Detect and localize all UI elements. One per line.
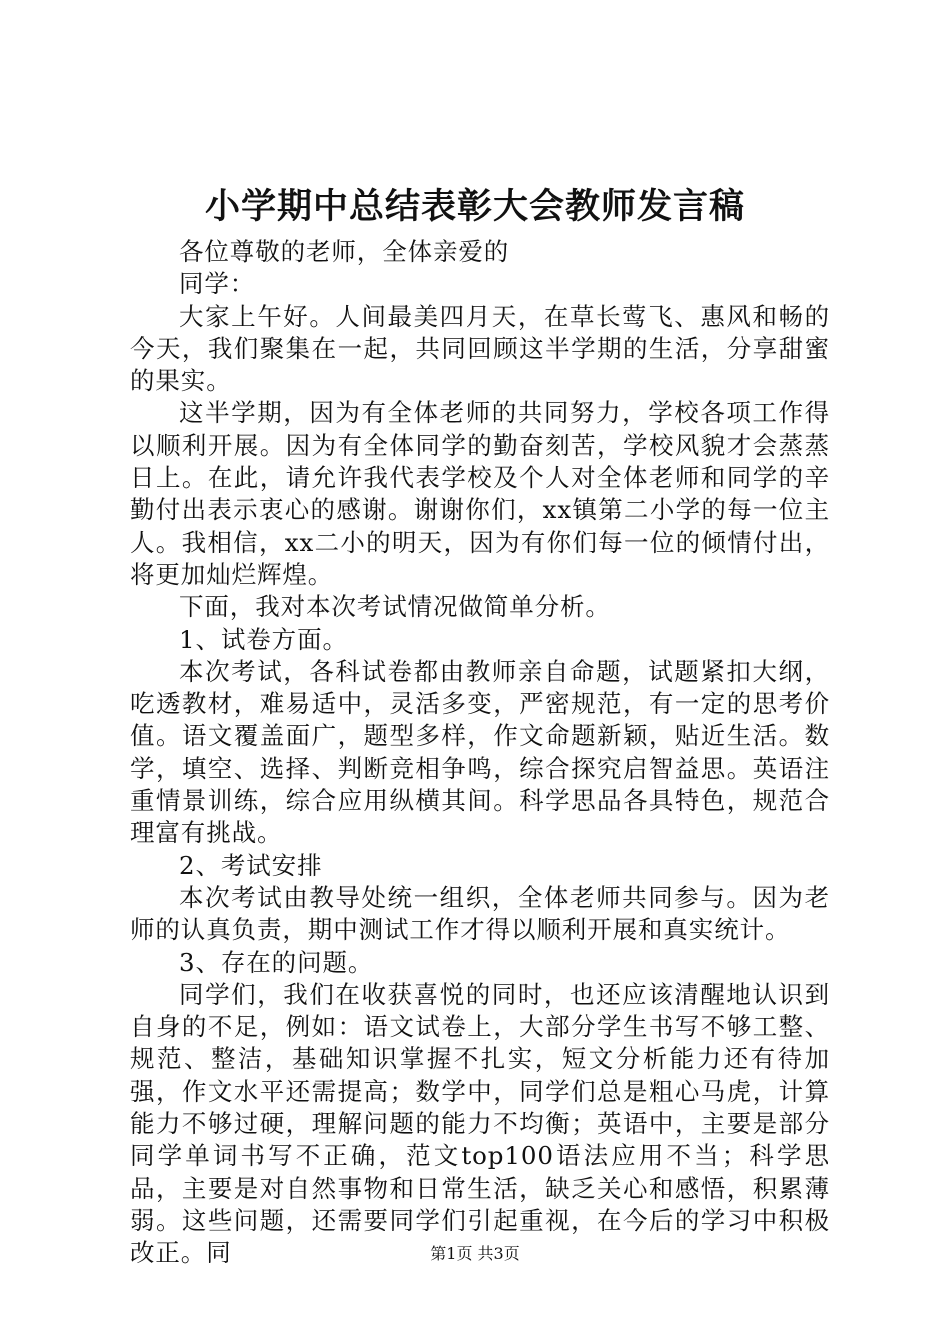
paragraph-arrangement: 本次考试由教导处统一组织，全体老师共同参与。因为老师的认真负责，期中测试工作才得以顺利开展和真实统计。 xyxy=(130,882,830,945)
paragraph-thanks: 这半学期，因为有全体老师的共同努力，学校各项工作得以顺利开展。因为有全体同学的勤奋刻苦，学校风貌才会蒸蒸日上。在此，请允许我代表学校及个人对全体老师和同学的辛勤付出表示衷心的感谢。谢谢你们，xx镇第二小学的每一位主人。我相信，xx二小的明天，因为有你们每一位的倾情付出，将更加灿烂辉煌。 xyxy=(130,398,830,589)
paragraph-greeting: 大家上午好。人间最美四月天，在草长莺飞、惠风和畅的今天，我们聚集在一起，共同回顾这半学期的生活，分享甜蜜的果实。 xyxy=(130,301,830,396)
page-footer: 第1页 共3页 xyxy=(430,1244,520,1263)
paragraph-salutation-continued: 同学： xyxy=(179,269,256,299)
paragraph-papers: 本次考试，各科试卷都由教师亲自命题，试题紧扣大纲，吃透教材，难易适中，灵活多变，严密规范，有一定的思考价值。语文覆盖面广，题型多样，作文命题新颖，贴近生活。数学，填空、选择、判断竞相争鸣，综合探究启智益思。英语注重情景训练，综合应用纵横其间。科学思品各具特色，规范合理富有挑战。 xyxy=(130,656,830,848)
paragraph-analysis-intro: 下面，我对本次考试情况做简单分析。 xyxy=(179,592,611,622)
document-body xyxy=(130,236,830,1270)
section-heading-papers: 1、试卷方面。 xyxy=(179,624,348,654)
document-title: 小学期中总结表彰大会教师发言稿 xyxy=(204,186,745,227)
paragraph-salutation: 各位尊敬的老师，全体亲爱的 xyxy=(179,237,510,266)
paragraph-problems: 同学们，我们在收获喜悦的同时，也还应该清醒地认识到自身的不足，例如：语文试卷上，大部分学生书写不够工整、规范、整洁，基础知识掌握不扎实，短文分析能力还有待加强，作文水平还需提高；数学中，同学们总是粗心马虎，计算能力不够过硬，理解问题的能力不均衡；英语中，主要是部分同学单词书写不正确，范文top100语法应用不当；科学思品，主要是对自然事物和日常生活，缺乏关心和感悟，积累薄弱。这些问题，还需要同学们引起重视，在今后的学习中积极改正。同 xyxy=(130,979,830,1268)
section-heading-arrangement: 2、考试安排 xyxy=(179,850,323,880)
section-heading-problems: 3、存在的问题。 xyxy=(179,947,374,977)
